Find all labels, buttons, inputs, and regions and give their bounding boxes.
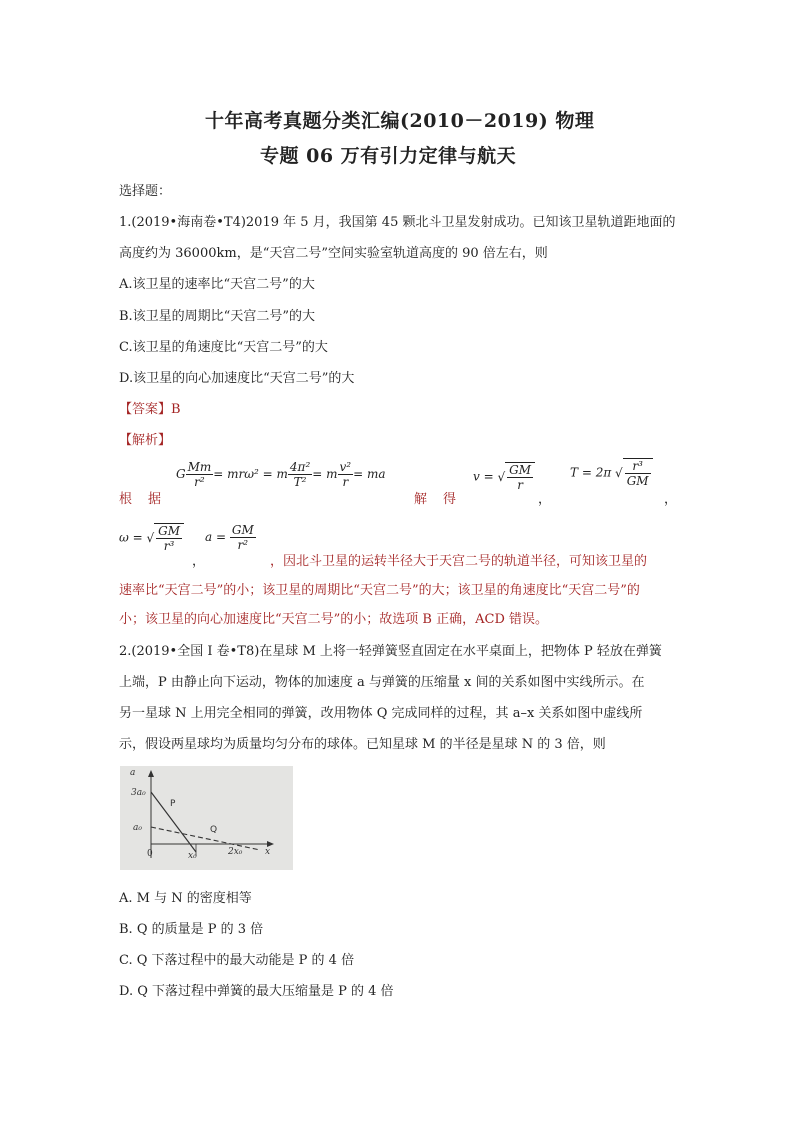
- gravity-equation: [176, 460, 386, 489]
- eq-gm-2: GM: [158, 524, 181, 538]
- q1-option-a: A.该卫星的速率比“天宫二号”的大: [119, 277, 315, 292]
- page-subtitle: 专题 06 万有引力定律与航天: [260, 145, 517, 167]
- q2-option-b: B. Q 的质量是 P 的 3 倍: [119, 922, 264, 937]
- q2-stem-line4: 示，假设两星球均为质量均匀分布的球体。已知星球 M 的半径是星球 N 的 3 倍，则: [119, 737, 606, 752]
- period-equation: T = 2π √ $\frac{\text{r³}}{GM}$: [570, 458, 653, 488]
- q2-option-a: A. M 与 N 的密度相等: [119, 891, 252, 906]
- q2-option-d: D. Q 下落过程中弹簧的最大压缩量是 P 的 4 倍: [119, 984, 394, 999]
- eq-t-lhs: T = 2π: [570, 465, 612, 480]
- eq-r: r: [342, 475, 349, 489]
- eq-4pi2: 4π²: [289, 460, 311, 474]
- q1-text-ju: 据: [148, 492, 162, 507]
- eq-gm: GM: [509, 463, 532, 477]
- eq-gm-3: GM: [231, 523, 254, 537]
- label-a: a: [130, 768, 136, 778]
- q1-analysis-label: 【解析】: [119, 433, 172, 448]
- label-p: P: [170, 799, 176, 809]
- eq-t2: T²: [293, 475, 307, 489]
- q1-stem-line2: 高度约为 36000km，是“天宫二号”空间实验室轨道高度的 90 倍左右，则: [119, 246, 548, 261]
- eq-mm: Mm: [187, 460, 212, 474]
- q1-explain-line2: 速率比“天宫二号”的小；该卫星的周期比“天宫二号”的大；该卫星的角速度比“天宫二号”的: [119, 583, 640, 598]
- eq-mid: = mrω² = m: [213, 467, 288, 481]
- q2-stem-line3: 另一星球 N 上用完全相同的弹簧，改用物体 Q 完成同样的过程，其 a–x 关系如图中虚线所: [119, 706, 643, 721]
- section-heading: 选择题：: [119, 184, 172, 199]
- label-2x0: 2x₀: [228, 847, 243, 857]
- q2-stem-line2: 上端，P 由静止向下运动，物体的加速度 a 与弹簧的压缩量 x 间的关系如图中实线所示。在: [119, 675, 645, 690]
- eq-w-lhs: ω =: [119, 530, 143, 545]
- velocity-equation: v = √ $\frac{GM}{r}$: [473, 462, 535, 492]
- q1-option-c: C.该卫星的角速度比“天宫二号”的大: [119, 340, 328, 355]
- eq-a-lhs: a =: [205, 530, 227, 544]
- q1-text-gen: 根: [119, 492, 133, 507]
- q1-text-jie: 解: [414, 492, 428, 507]
- label-3a0: 3a₀: [131, 788, 146, 798]
- q1-text-de: 得: [443, 492, 457, 507]
- eq-gm-den: GM: [626, 474, 649, 488]
- q1-stem-line1: 1.(2019•海南卷•T4)2019 年 5 月，我国第 45 颗北斗卫星发射成功。已知该卫星轨道距地面的: [119, 215, 676, 230]
- eq-r2: r²: [194, 475, 205, 489]
- eq-r-den: r: [517, 478, 523, 492]
- eq-r3-den: r³: [163, 539, 175, 553]
- eq-r2-den: r²: [237, 538, 249, 552]
- comma-1: ，: [538, 492, 552, 507]
- q1-explain-line1: ，因北斗卫星的运转半径大于天宫二号的轨道半径，可知该卫星的: [270, 554, 648, 569]
- q1-option-b: B.该卫星的周期比“天宫二号”的大: [119, 309, 315, 324]
- acceleration-equation: [205, 523, 256, 552]
- label-q: Q: [210, 825, 218, 835]
- label-origin: 0: [147, 849, 153, 859]
- comma-2: ，: [664, 492, 678, 507]
- label-x0: x₀: [188, 851, 197, 861]
- comma-3: ，: [192, 554, 206, 569]
- omega-equation: ω = √ $\frac{GM}{\text{r³}}$: [119, 523, 184, 553]
- q2-option-c: C. Q 下落过程中的最大动能是 P 的 4 倍: [119, 953, 355, 968]
- eq-v2: v²: [339, 460, 352, 474]
- page-title: 十年高考真题分类汇编(2010－2019) 物理: [205, 110, 595, 132]
- a-x-graph: [120, 766, 293, 870]
- q1-option-d: D.该卫星的向心加速度比“天宫二号”的大: [119, 371, 355, 386]
- q2-stem-line1: 2.(2019•全国 I 卷•T8)在星球 M 上将一轻弹簧竖直固定在水平桌面上，把物体 P 轻放在弹簧: [119, 644, 662, 659]
- q1-explain-line3: 小；该卫星的向心加速度比“天宫二号”的小；故选项 B 正确，ACD 错误。: [119, 612, 549, 627]
- eq-g: G: [176, 467, 186, 481]
- eq-r3: r³: [625, 459, 651, 474]
- eq-v-lhs: v =: [473, 469, 494, 484]
- eq-ma: = ma: [353, 467, 386, 481]
- eq-eqm: = m: [312, 467, 338, 481]
- label-a0: a₀: [133, 823, 142, 833]
- label-x: x: [265, 847, 271, 857]
- q1-answer: 【答案】B: [119, 402, 181, 417]
